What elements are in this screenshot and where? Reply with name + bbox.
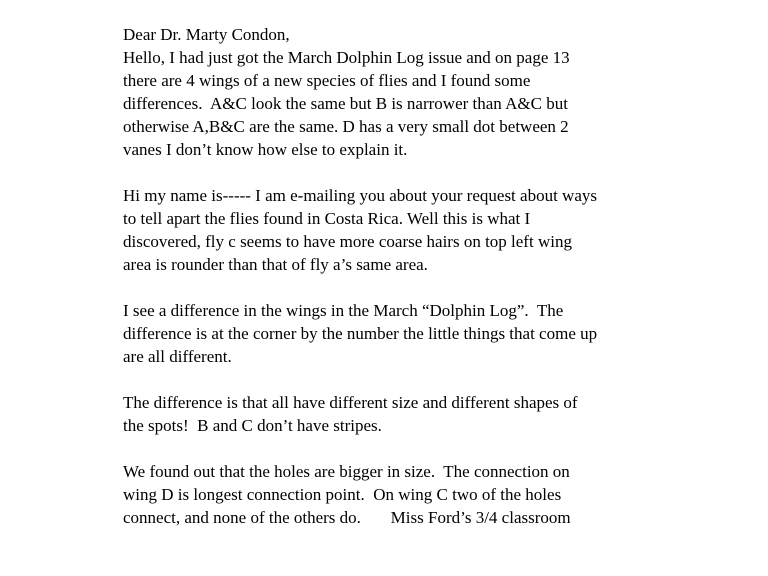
paragraph-line: there are 4 wings of a new species of flies and I found some	[123, 71, 531, 90]
paragraph-line: area is rounder than that of fly a’s same area.	[123, 255, 428, 274]
letter-greeting: Dear Dr. Marty Condon,	[123, 25, 290, 44]
paragraph-line: wing D is longest connection point. On wing C two of the holes	[123, 485, 562, 504]
paragraph-line: to tell apart the flies found in Costa Rica. Well this is what I	[123, 209, 531, 228]
paragraph-line: difference is at the corner by the number the little things that come up	[123, 324, 598, 343]
paragraph-costa-rica-flies	[123, 184, 763, 276]
paragraph-spacer	[123, 276, 763, 299]
paragraph-spacer	[123, 368, 763, 391]
paragraph-line: discovered, fly c seems to have more coarse hairs on top left wing	[123, 232, 572, 251]
paragraph-line: the spots! B and C don’t have stripes.	[123, 416, 382, 435]
paragraph-line: are all different.	[123, 347, 232, 366]
paragraph-dolphin-log	[123, 299, 763, 368]
paragraph-line: I see a difference in the wings in the March “Dolphin Log”. The	[123, 301, 564, 320]
paragraph-line: The difference is that all have different size and different shapes of	[123, 393, 578, 412]
paragraph-spacer	[123, 437, 763, 460]
paragraph-line: differences. A&C look the same but B is narrower than A&C but	[123, 94, 568, 113]
paragraph-line: otherwise A,B&C are the same. D has a very small dot between 2	[123, 117, 569, 136]
paragraph-line: vanes I don’t know how else to explain it.	[123, 140, 408, 159]
paragraph-line: We found out that the holes are bigger in size. The connection on	[123, 462, 570, 481]
paragraph-line-signature: connect, and none of the others do. Miss Ford’s 3/4 classroom	[123, 508, 571, 527]
paragraph-line: Hello, I had just got the March Dolphin Log issue and on page 13	[123, 48, 570, 67]
paragraph-wing-differences	[123, 46, 763, 161]
paragraph-spacer	[123, 161, 763, 184]
letter-document	[123, 23, 763, 529]
paragraph-line: Hi my name is----- I am e-mailing you about your request about ways	[123, 186, 597, 205]
paragraph-holes	[123, 460, 763, 529]
paragraph-spots	[123, 391, 763, 437]
